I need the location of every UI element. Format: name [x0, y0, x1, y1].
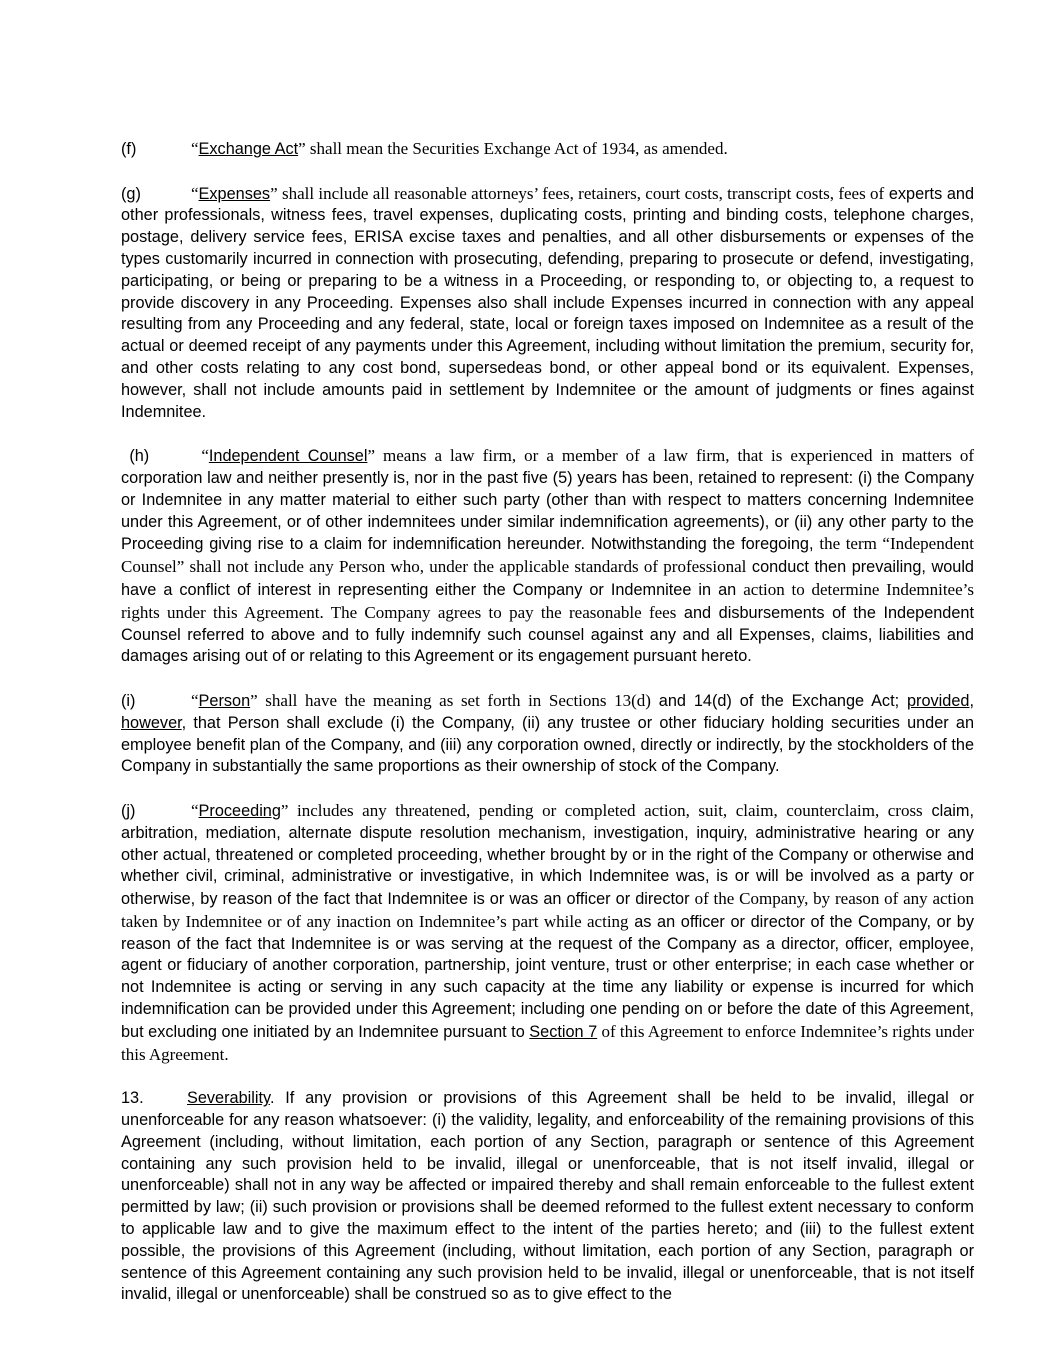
- definition-text: and 14(d) of the Exchange Act;: [650, 691, 907, 710]
- definition-text: claim, arbitration, mediation, alternate dispute resolution mechanism, investigation, inquiry, administrative hearing or any other actual, threatened or completed proceeding, whether brought by or in the right of the Company or otherwise and whether civil, criminal, administrative or investigative, in which Indemnitee was, is or will be involved as a party or otherwise, by reason of the fact that Indemnitee is or was an officer or director: [121, 801, 974, 909]
- definition-text: ” shall have the meaning as set forth in Sections 13(d): [250, 690, 651, 710]
- definition-text: action to determine Indemnitee’s rights under this Agreement. The Company agrees to pay the reasonable fees: [121, 579, 974, 622]
- definition-text: ” shall include all reasonable attorneys’ fees, retainers, court costs, transcript costs, fees of: [270, 183, 885, 203]
- open-quote: “: [201, 446, 209, 466]
- however-term: however: [121, 713, 182, 732]
- open-quote: “: [191, 139, 199, 158]
- definition-text: as an officer or director of the Company, or by reason of the fact that Indemnitee is or was serving at the request of the Company as a director, officer, employee, agent or fiduciary of another corporation, partnership, joint venture, trust or other enterprise; in each case whether or not Indemnitee is acting or serving in any such capacity at the time any liability or expense is incurred for which indemnification can be provided under this Agreement; including one pending on or before the date of this Agreement, but excluding one initiated by an Indemnitee pursuant to: [121, 912, 974, 1041]
- definition-j: [121, 800, 974, 1067]
- open-quote: “: [191, 183, 199, 203]
- definition-text: , that Person shall exclude (i) the Company, (ii) any trustee or other fiduciary holding securities under an employee benefit plan of the Company, and (iii) any corporation owned, directly or indirectly, by the stockholders of the Company in substantially the same proportions as their ownership of stock of the Company.: [121, 713, 974, 776]
- defined-term: Independent Counsel: [208, 447, 368, 466]
- provided-term: provided: [907, 691, 970, 710]
- paragraph-label: (i): [121, 691, 136, 710]
- defined-term: Expenses: [198, 184, 271, 203]
- definition-text: ” includes any threatened, pending or completed action, suit, claim, counterclaim, cross: [280, 800, 923, 820]
- definition-text: corporation law and neither presently is, nor in the past five (5) years has been, retained to represent: (i) the Company or Indemnitee in any matter material to either such party (other than with respect to matters concerning Indemnitee under this Agreement, or of other indemnitees under similar indemnification agreements), or (ii) any other party to the Proceeding giving rise to a claim for indemnification hereunder. Notwithstanding the foregoing,: [121, 468, 974, 554]
- definition-text: experts and other professionals, witness fees, travel expenses, duplicating costs, printing and binding costs, telephone charges, postage, delivery service fees, ERISA excise taxes and penalties, and all other disbursements or expenses of the types customarily incurred in connection with prosecuting, defending, preparing to prosecute or defend, investigating, participating, or being or preparing to be a witness in a Proceeding, or responding to, or objecting to, a request to provide discovery in any Proceeding. Expenses also shall include Expenses incurred in connection with any appeal resulting from any Proceeding and any federal, state, local or foreign taxes imposed on Indemnitee as a result of the actual or deemed receipt of any payments under this Agreement, including without limitation the premium, security for, and other costs relating to any cost bond, supersedeas bond, or other appeal bond or its equivalent. Expenses, however, shall not include amounts paid in settlement by Indemnitee or the amount of judgments or fines against Indemnitee.: [121, 184, 974, 421]
- paragraph-label: (j): [121, 801, 136, 820]
- open-quote: “: [191, 800, 199, 820]
- section-reference: Section 7: [529, 1022, 598, 1041]
- definition-text: of the Company, by reason of any action taken by Indemnitee or of any inaction on Indemnitee’s part while acting: [121, 889, 975, 931]
- definition-text: and disbursements of the Independent Counsel referred to above and to fully indemnify such counsel against any and all Expenses, claims, liabilities and damages arising out of or relating to this Agreement or its engagement pursuant hereto.: [121, 603, 974, 666]
- defined-term: Exchange Act: [198, 140, 299, 158]
- paragraph-label: (g): [121, 184, 141, 203]
- section-number: 13.: [121, 1089, 144, 1108]
- definition-text: conduct then prevailing, would have a conflict of interest in representing either the Company or Indemnitee in an: [121, 558, 974, 599]
- defined-term: Person: [198, 691, 251, 710]
- definition-text: ” means a law firm, or a member of a law firm, that is experienced in matters of: [367, 446, 974, 466]
- section-text: . If any provision or provisions of this Agreement shall be held to be invalid, illegal or unenforceable for any reason whatsoever: (i) the validity, legality, and enforceability of the remaining provisions of this Agreement (including, without limitation, each portion of any Section, paragraph or sentence of this Agreement containing any such provision held to be invalid, illegal or unenforceable, that is not itself invalid, illegal or unenforceable) shall not in any way be affected or impaired thereby and shall remain enforceable to the fullest extent permitted by law; (ii) such provision or provisions shall be deemed reformed to the fullest extent necessary to conform to applicable law and to give the maximum effect to the intent of the parties hereto; and (iii) to the fullest extent possible, the provisions of this Agreement (including, without limitation, each portion of any Section, paragraph or sentence of this Agreement containing any such provision held to be invalid, illegal or unenforceable, that is not itself invalid, illegal or unenforceable) shall be construed so as to give effect to the: [121, 1089, 974, 1304]
- document-page: [121, 138, 974, 1328]
- defined-term: Proceeding: [198, 801, 281, 820]
- definition-g: [121, 183, 974, 424]
- definition-i: [121, 690, 974, 778]
- section-title: Severability: [187, 1089, 270, 1108]
- paragraph-label: (f): [121, 140, 137, 158]
- open-quote: “: [191, 690, 199, 710]
- paragraph-label: (h): [129, 447, 150, 466]
- definition-text: of this Agreement to enforce Indemnitee’s rights under this Agreement.: [121, 1021, 974, 1064]
- section-13-severability: [121, 1088, 974, 1306]
- definition-text: the term “Independent Counsel” shall not include any Person who, under the applicable standards of professional: [121, 534, 974, 577]
- definition-h: [121, 445, 974, 668]
- definition-text: ” shall mean the Securities Exchange Act of 1934, as amended.: [298, 139, 728, 158]
- comma: ,: [969, 691, 974, 710]
- definition-f: [121, 138, 974, 161]
